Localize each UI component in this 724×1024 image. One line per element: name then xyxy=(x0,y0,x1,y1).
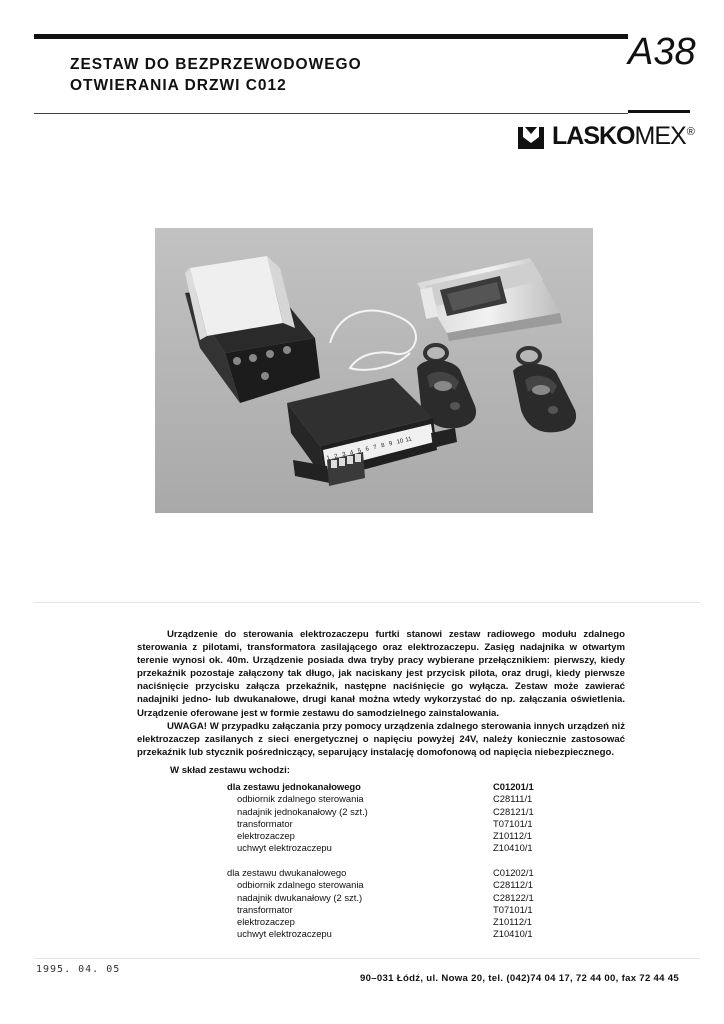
terminal-number: 3 xyxy=(341,451,347,459)
header-rule xyxy=(34,113,628,114)
part-name: nadajnik jednokanałowy (2 szt.) xyxy=(237,805,368,817)
part-name: uchwyt elektrozaczepu xyxy=(237,928,332,940)
part-code: C28122/1 xyxy=(493,891,534,903)
part-code: C28111/1 xyxy=(493,793,533,805)
logo-wordmark xyxy=(552,123,694,149)
description-paragraph: Urządzenie do sterowania elektrozaczepu furtki stanowi zestaw radiowego modułu zdalnego sterowania z pilotami, transformatora zasilającego oraz elektrozaczepu. Zasięg nadajnika w otwartym terenie wynosi ok. 40m. Urządzenie posiada dwa tryby pracy wybierane przełącznikiem: pierwszy, kiedy przekaźnik pozostaje załączony tak długo, jak naciskany jest przycisk pilota, oraz drugi, kiedy pierwsze naciśnięcie przycisku załącza przekaźnik, następne naciśnięcie go wyłącza. Zestaw może zawierać nadajniki jedno- lub dwukanałowe, drugi kanał można wtedy wykorzystać do np. załączania oświetlenia. Urządzenie oferowane jest w formie zestawu do samodzielnego zainstalowania. xyxy=(137,629,625,719)
part-code: C28121/1 xyxy=(493,805,534,817)
title-line-1: ZESTAW DO BEZPRZEWODOWEGO xyxy=(70,56,362,73)
terminal-number: 6 xyxy=(365,446,370,453)
part-name: uchwyt elektrozaczepu xyxy=(237,842,332,854)
part-code: C28112/1 xyxy=(493,879,533,891)
list-item xyxy=(227,904,537,916)
terminal-number: 11 xyxy=(405,436,413,444)
part-code: Z10112/1 xyxy=(493,830,532,842)
list-item xyxy=(227,892,537,904)
list-item xyxy=(227,830,537,842)
terminal-number: 5 xyxy=(357,448,362,455)
part-code: T07101/1 xyxy=(493,817,533,829)
publication-date: 1995. 04. 05 xyxy=(36,964,121,975)
parts-list-dual-channel xyxy=(227,867,537,941)
product-photo xyxy=(155,228,593,513)
parts-list-single-channel xyxy=(227,781,537,855)
section-divider xyxy=(34,602,700,603)
part-code: Z10410/1 xyxy=(493,842,533,854)
part-name: nadajnik dwukanałowy (2 szt.) xyxy=(237,891,363,903)
part-name: odbiornik zdalnego sterowania xyxy=(237,793,364,805)
product-description xyxy=(137,628,625,759)
set-code: C01201/1 xyxy=(493,781,534,792)
logo-mark-icon xyxy=(518,127,544,149)
company-address: 90–031 Łódź, ul. Nowa 20, tel. (042)74 04 17, 72 44 00, fax 72 44 45 xyxy=(360,973,680,984)
page-title xyxy=(70,54,362,96)
list-item xyxy=(227,806,537,818)
terminal-number: 8 xyxy=(380,442,386,450)
logo-brand-bold: LASKO xyxy=(552,122,635,150)
list-item xyxy=(227,879,537,891)
set-header xyxy=(227,781,537,793)
list-item xyxy=(227,842,537,854)
footer-divider xyxy=(34,958,700,959)
part-name: odbiornik zdalnego sterowania xyxy=(237,879,364,891)
part-name: transformator xyxy=(237,817,293,829)
terminal-number: 1 xyxy=(326,455,331,462)
top-rule xyxy=(34,34,628,39)
terminal-number: 4 xyxy=(349,449,355,457)
terminal-number: 2 xyxy=(333,453,339,461)
list-item xyxy=(227,916,537,928)
set-code: C01202/1 xyxy=(493,867,534,878)
title-line-2: OTWIERANIA DRZWI C012 xyxy=(70,77,287,94)
part-name: elektrozaczep xyxy=(237,830,295,842)
code-underline xyxy=(628,110,690,113)
logo-brand-light: MEX xyxy=(634,122,686,150)
part-name: elektrozaczep xyxy=(237,916,295,928)
part-code: Z10112/1 xyxy=(493,916,532,928)
terminal-number: 7 xyxy=(372,444,378,452)
list-item xyxy=(227,928,537,940)
catalog-code: A38 xyxy=(628,31,696,73)
set-name: dla zestawu jednokanałowego xyxy=(227,781,361,792)
warning-paragraph: UWAGA! W przypadku załączania przy pomocy urządzenia zdalnego sterowania innych urządzeń niż elektrozaczep zasilanych z sieci energetycznej o napięciu powyżej 24V, należy koniecznie zastosować przekaźnik lub stycznik pośredniczący, separujący instalację domofonową od napięcia niebezpiecznego. xyxy=(137,720,625,758)
list-item xyxy=(227,818,537,830)
registered-mark: ® xyxy=(686,126,694,138)
part-code: T07101/1 xyxy=(493,903,533,915)
company-logo xyxy=(518,121,694,149)
list-item xyxy=(227,793,537,805)
terminal-number: 9 xyxy=(388,440,394,448)
set-name: dla zestawu dwukanałowego xyxy=(227,867,347,878)
set-header xyxy=(227,867,537,879)
parts-heading: W skład zestawu wchodzi: xyxy=(170,765,290,776)
part-code: Z10410/1 xyxy=(493,928,533,940)
part-name: transformator xyxy=(237,903,293,915)
terminal-number: 10 xyxy=(396,438,405,446)
